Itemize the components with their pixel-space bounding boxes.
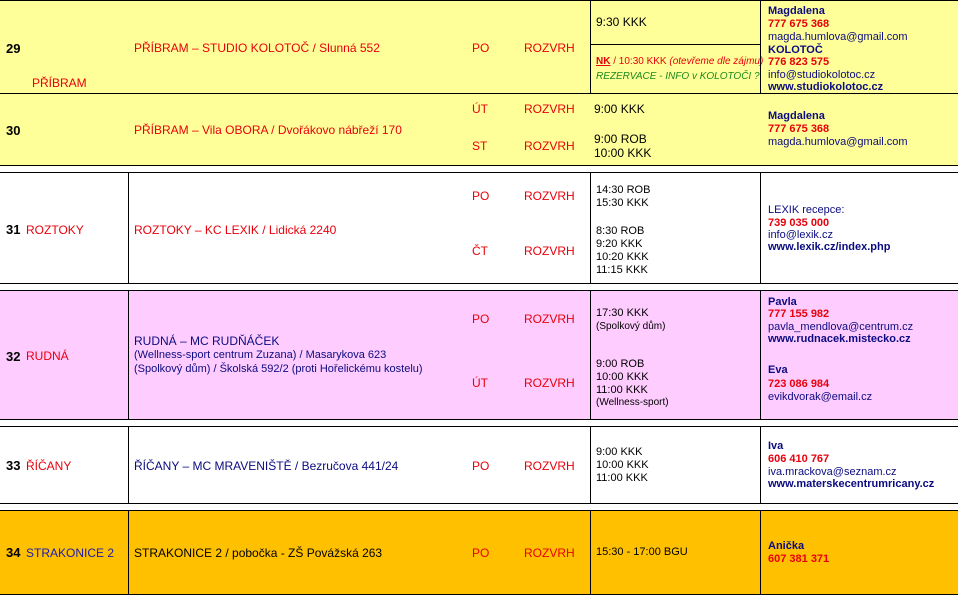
contact-web-link[interactable]: www.materskecentrumricany.cz [768,478,935,490]
time-slot: 8:30 ROB [596,225,645,237]
schedule-type: ROZVRH [524,102,575,116]
row-number: 34 [6,545,21,560]
schedule-type: ROZVRH [524,546,575,560]
reservation-note: REZERVACE - INFO v KOLOTOČI ? [596,71,760,82]
contact-phone: 777 155 982 [768,308,830,320]
table-row-29 [0,0,958,94]
row-number: 33 [6,458,21,473]
schedule-type: ROZVRH [524,459,575,473]
contact-email: info@lexik.cz [768,229,833,241]
venue-address-2: (Spolkový dům) / Školská 592/2 (proti Hořelickému kostelu) [134,363,423,375]
city-label: PŘÍBRAM [32,76,87,90]
venue-cell [128,427,129,503]
time-slot: 15:30 - 17:00 BGU [596,546,688,558]
contact-cell [760,173,761,283]
contact-name: Pavla [768,296,797,308]
time-slot: 11:00 KKK [596,384,648,396]
contact-phone-2: 723 086 984 [768,378,830,390]
time-slot: 9:20 KKK [596,238,643,250]
time-slot: 10:00 KKK [596,371,649,383]
time-slot: 15:30 KKK [596,197,649,209]
city-label: STRAKONICE 2 [26,546,115,560]
city-label: ROZTOKY [26,223,84,237]
time-slot: 10:00 KKK [594,146,652,160]
contact-name: Magdalena [768,110,825,122]
day-label: PO [472,546,490,560]
time-slot: 9:00 KKK [594,102,645,116]
table-row-34 [0,510,958,595]
contact-email: magda.humlova@gmail.com [768,31,908,43]
venue-cell [128,173,129,283]
contact-name: LEXIK recepce: [768,204,845,216]
contact-phone: 777 675 368 [768,123,830,135]
time-location: (Spolkový dům) [596,321,666,332]
venue-cell [128,511,129,594]
time-slot: 11:15 KKK [596,264,648,276]
contact-name: Magdalena [768,5,825,17]
time-slot: 10:00 KKK [596,459,649,471]
schedule-type-2: ROZVRH [524,376,575,390]
row-number: 31 [6,222,21,237]
table-row-30 [0,94,958,166]
time-cell [590,511,760,594]
row-number: 29 [6,41,21,56]
schedule-type: ROZVRH [524,312,575,326]
contact-phone: 607 381 371 [768,553,830,565]
time-slot: 17:30 KKK [596,307,649,319]
contact-cell [760,511,761,594]
time-slot: 9:00 ROB [596,358,645,370]
schedule-type-2: ROZVRH [524,244,575,258]
city-label: ŘÍČANY [26,459,72,473]
contact-phone: 739 035 000 [768,217,830,229]
day-label: PO [472,312,490,326]
time-slot: 9:00 KKK [596,446,643,458]
schedule-type: ROZVRH [524,41,575,55]
table-row-33 [0,426,958,504]
contact-email-2: evikdvorak@email.cz [768,391,873,403]
schedule-type-2: ROZVRH [524,139,575,153]
time-location: (Wellness-sport) [596,397,669,408]
contact-email: iva.mrackova@seznam.cz [768,466,897,478]
contact-email: magda.humlova@gmail.com [768,136,908,148]
venue-name: ŘÍČANY – MC MRAVENIŠTĚ / Bezručova 441/24 [134,459,399,473]
contact-phone: 777 675 368 [768,18,830,30]
time-slot: 9:00 ROB [594,132,647,146]
contact-web-link[interactable]: www.rudnacek.mistecko.cz [768,333,911,345]
contact-name: Iva [768,440,784,452]
venue-name: STRAKONICE 2 / pobočka - ZŠ Povážská 263 [134,546,383,560]
city-label: RUDNÁ [26,349,69,363]
contact-name: Anička [768,540,805,552]
contact-cell [760,291,761,419]
day-label-2: ÚT [472,376,488,390]
day-label: ÚT [472,102,488,116]
contact-name-2: KOLOTOČ [768,44,823,56]
row-number: 30 [6,123,21,138]
contact-web-link[interactable]: www.studiokolotoc.cz [768,81,884,93]
day-label-2: ČT [472,244,488,258]
venue-name: RUDNÁ – MC RUDŇÁČEK [134,334,280,348]
nk-note: NK / 10:30 KKK (otevřeme dle zájmu) [596,56,764,67]
time-cell [590,1,764,93]
day-label: PO [472,459,490,473]
venue-name: PŘÍBRAM – Vila OBORA / Dvořákovo nábřeží 170 [134,123,402,137]
contact-email: pavla_mendlova@centrum.cz [768,321,914,333]
contact-phone: 606 410 767 [768,453,830,465]
venue-cell [128,291,129,419]
time-slot: 11:00 KKK [596,472,648,484]
day-label: PO [472,41,490,55]
table-row-32 [0,290,958,420]
time-slot: 10:20 KKK [596,251,649,263]
row-number: 32 [6,349,21,364]
contact-name-2: Eva [768,364,788,376]
venue-name: PŘÍBRAM – STUDIO KOLOTOČ / Slunná 552 [134,41,380,55]
table-row-31 [0,172,958,284]
time-slot: 14:30 ROB [596,184,651,196]
day-label-2: ST [472,139,488,153]
schedule-type: ROZVRH [524,189,575,203]
contact-web-link[interactable]: www.lexik.cz/index.php [768,241,891,253]
contact-phone-2: 776 823 575 [768,56,830,68]
time-cell [590,427,760,503]
contact-cell [760,1,761,93]
venue-name: ROZTOKY – KC LEXIK / Lidická 2240 [134,223,337,237]
day-label: PO [472,189,490,203]
time-cell [590,291,760,419]
venue-address: (Wellness-sport centrum Zuzana) / Masarykova 623 [134,349,387,361]
time-cell [590,94,760,165]
time-slot: 9:30 KKK [596,15,647,29]
contact-cell [760,427,761,503]
time-cell [590,173,760,283]
contact-email-2: info@studiokolotoc.cz [768,69,876,81]
